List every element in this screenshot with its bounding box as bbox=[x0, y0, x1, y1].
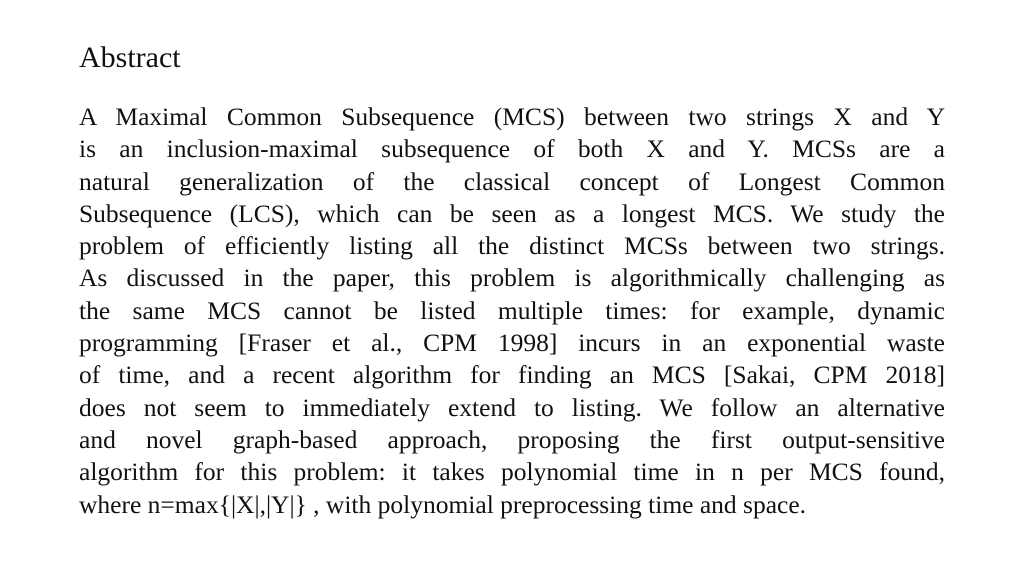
abstract-line-6: As discussed in the paper, this problem is algorithmically challenging as bbox=[79, 263, 945, 293]
abstract-heading: Abstract bbox=[79, 41, 181, 74]
abstract-line-3: natural generalization of the classical concept of Longest Common bbox=[79, 166, 945, 196]
abstract-line-7: the same MCS cannot be listed multiple times: for example, dynamic bbox=[79, 295, 945, 325]
abstract-line-4: Subsequence (LCS), which can be seen as a longest MCS. We study the bbox=[79, 198, 945, 228]
abstract-text bbox=[79, 101, 945, 521]
abstract-line-2: is an inclusion-maximal subsequence of both X and Y. MCSs are a bbox=[79, 134, 945, 164]
abstract-line-13: where n=max{|X|,|Y|} , with polynomial preprocessing time and space. bbox=[79, 489, 807, 519]
abstract-line-10: does not seem to immediately extend to listing. We follow an alternative bbox=[79, 392, 945, 422]
abstract-line-12: algorithm for this problem: it takes polynomial time in n per MCS found, bbox=[79, 457, 945, 487]
abstract-line-8: programming [Fraser et al., CPM 1998] incurs in an exponential waste bbox=[79, 328, 945, 358]
abstract-line-9: of time, and a recent algorithm for finding an MCS [Sakai, CPM 2018] bbox=[79, 360, 945, 390]
abstract-line-1: A Maximal Common Subsequence (MCS) between two strings X and Y bbox=[79, 102, 945, 131]
abstract-line-11: and novel graph-based approach, proposing the first output-sensitive bbox=[79, 424, 945, 454]
abstract-line-5: problem of efficiently listing all the distinct MCSs between two strings. bbox=[79, 231, 945, 261]
